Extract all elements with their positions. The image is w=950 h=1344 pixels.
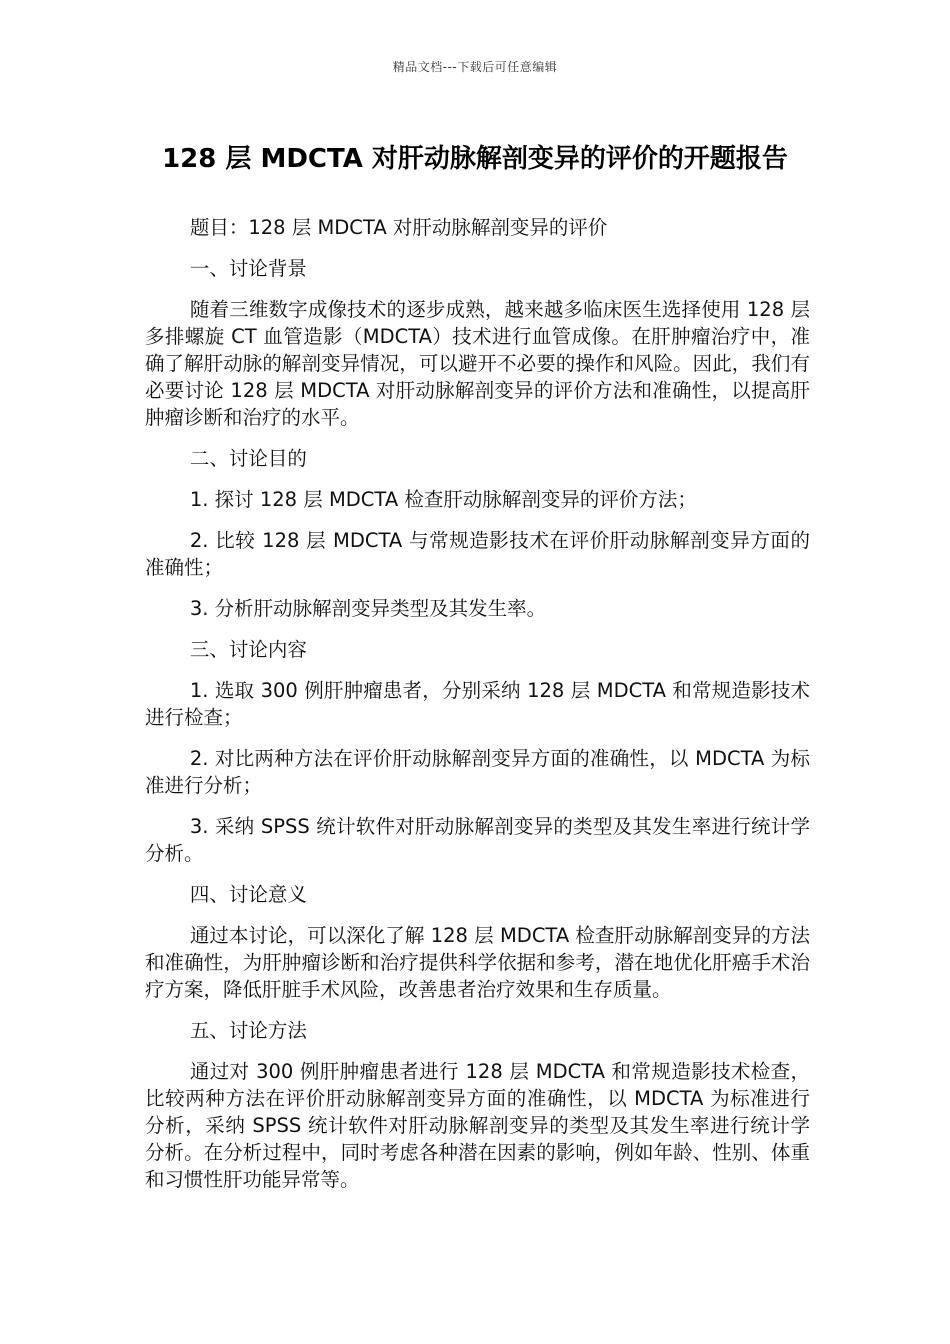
section-heading-background: 一、讨论背景 [189,257,307,280]
content-item-2: 2. 对比两种方法在评价肝动脉解剖变异方面的准确性，以 MDCTA 为标准进行分析； [145,747,810,797]
purpose-item-3: 3. 分析肝动脉解剖变异类型及其发生率。 [189,597,547,620]
paragraph-method: 通过对 300 例肝肿瘤患者进行 128 层 MDCTA 和常规造影技术检查，比较两种方法在评价肝动脉解剖变异方面的准确性，以 MDCTA 为标准进行分析，采纳 SPSS 统计软件对肝动脉解剖变异的类型及其发生率进行统计学分析。在分析过程中，同时考虑各种潜在因素的影响，例如年龄、性别、体重和习惯性肝功能异常等。 [145,1060,810,1191]
content-item-3: 3. 采纳 SPSS 统计软件对肝动脉解剖变异的类型及其发生率进行统计学分析。 [145,815,810,865]
section-heading-purpose: 二、讨论目的 [189,447,307,470]
purpose-item-2: 2. 比较 128 层 MDCTA 与常规造影技术在评价肝动脉解剖变异方面的准确性； [145,529,810,579]
header-note: 精品文档---下载后可任意编辑 [392,60,558,74]
paragraph-significance: 通过本讨论，可以深化了解 128 层 MDCTA 检查肝动脉解剖变异的方法和准确性，为肝肿瘤诊断和治疗提供科学依据和参考，潜在地优化肝癌手术治疗方案，降低肝脏手术风险，改善患者治疗效果和生存质量。 [145,924,810,1001]
content-item-1: 1. 选取 300 例肝肿瘤患者，分别采纳 128 层 MDCTA 和常规造影技术进行检查； [145,679,810,729]
section-heading-method: 五、讨论方法 [189,1019,307,1042]
document-title: 128 层 MDCTA 对肝动脉解剖变异的评价的开题报告 [162,144,788,174]
section-heading-content: 三、讨论内容 [189,638,307,661]
document-body [145,214,810,1207]
purpose-item-1: 1. 探讨 128 层 MDCTA 检查肝动脉解剖变异的评价方法； [189,488,697,511]
paragraph-topic: 题目：128 层 MDCTA 对肝动脉解剖变异的评价 [189,216,608,239]
paragraph-background: 随着三维数字成像技术的逐步成熟，越来越多临床医生选择使用 128 层多排螺旋 CT 血管造影（MDCTA）技术进行血管成像。在肝肿瘤治疗中，准确了解肝动脉的解剖变异情况，可以避开不必要的操作和风险。因此，我们有必要讨论 128 层 MDCTA 对肝动脉解剖变异的评价方法和准确性，以提高肝肿瘤诊断和治疗的水平。 [145,298,810,429]
section-heading-significance: 四、讨论意义 [189,883,307,906]
